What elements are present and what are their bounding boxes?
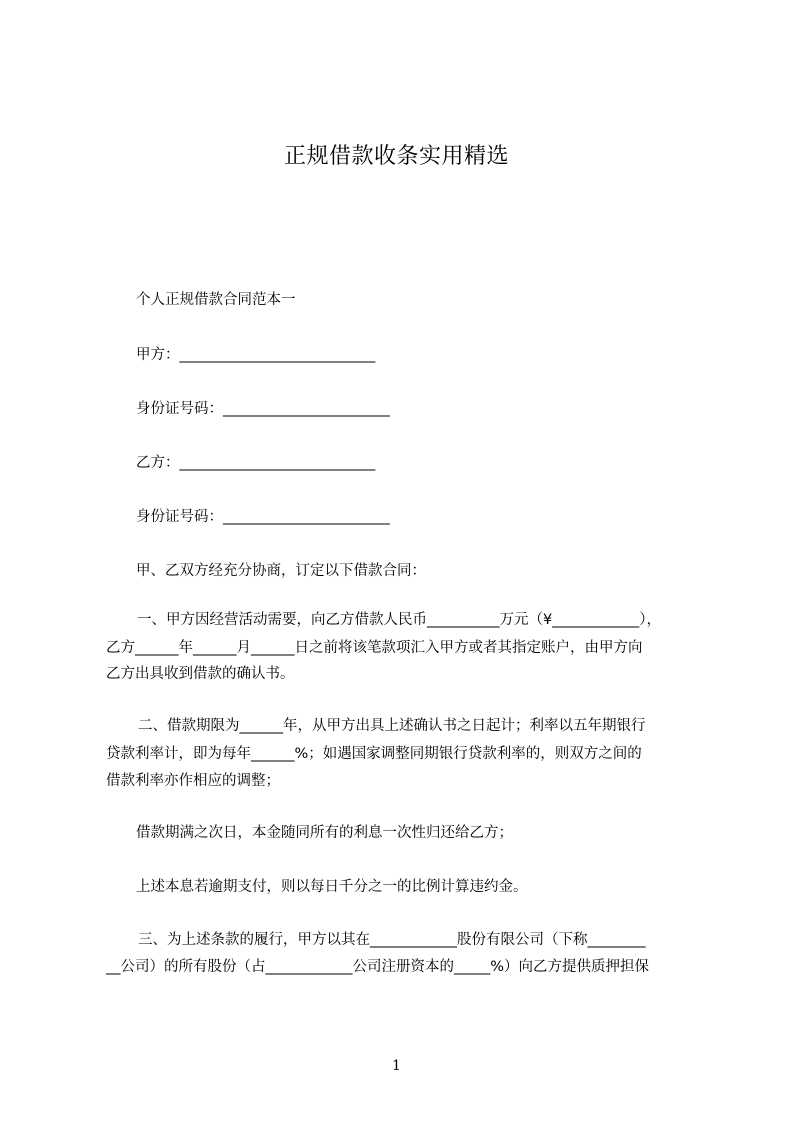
party-a-id-field: 身份证号码：_______________________ [136, 401, 390, 417]
clause-3-line-2: __公司）的所有股份（占____________公司注册资本的_____%）向乙方提供质押担保 [106, 959, 650, 975]
clause-2-line-2: 贷款利率计，即为每年______%；如遇国家调整同期银行贷款利率的，则双方之间的 [106, 746, 642, 762]
clause-2-line-1: 二、借款期限为______年，从甲方出具上述确认书之日起计；利率以五年期银行 [138, 718, 646, 734]
repayment-clause: 借款期满之次日，本金随同所有的利息一次性归还给乙方； [136, 825, 513, 841]
document-title: 正规借款收条实用精选 [283, 144, 509, 169]
clause-1-line-1: 一、甲方因经营活动需要，向乙方借款人民币__________万元（¥____________）， [137, 612, 661, 628]
clause-2-line-3: 借款利率亦作相应的调整； [106, 773, 280, 789]
agreement-intro: 甲、乙双方经充分协商，订定以下借款合同： [136, 563, 426, 579]
contract-heading: 个人正规借款合同范本一 [136, 292, 296, 308]
party-b-field: 乙方：___________________________ [136, 455, 376, 471]
clause-3-line-1: 三、为上述条款的履行，甲方以其在____________股份有限公司（下称________ [138, 932, 646, 948]
clause-1-line-2: 乙方______年______月______日之前将该笔款项汇入甲方或者其指定账户，由甲方向 [106, 640, 643, 656]
party-a-field: 甲方：___________________________ [136, 347, 376, 363]
clause-1-line-3: 乙方出具收到借款的确认书。 [106, 666, 295, 682]
party-b-id-field: 身份证号码：_______________________ [136, 509, 390, 525]
penalty-clause: 上述本息若逾期支付，则以每日千分之一的比例计算违约金。 [136, 879, 528, 895]
page-number: 1 [392, 1058, 401, 1074]
